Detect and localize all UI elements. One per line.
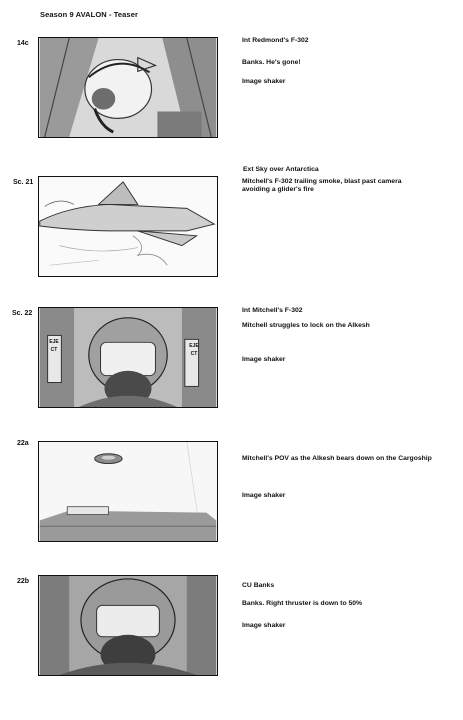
panel-1-sketch bbox=[39, 38, 217, 137]
panel-4-note-1: Mitchell's POV as the Alkesh bears down on the Cargoship bbox=[242, 455, 432, 462]
panel-2-note-2: Mitchell's F-302 trailing smoke, blast past camera avoiding a glider's fire bbox=[242, 178, 402, 193]
panel-5-frame bbox=[38, 575, 218, 676]
panel-1-notes bbox=[242, 37, 452, 86]
panel-1-note-3: Image shaker bbox=[242, 78, 286, 85]
panel-5-note-2: Banks. Right thruster is down to 50% bbox=[242, 600, 363, 607]
panel-2-note-1: Ext Sky over Antarctica bbox=[243, 166, 319, 173]
panel-5-note-1: CU Banks bbox=[242, 582, 275, 589]
panel-4-note-2: Image shaker bbox=[242, 492, 286, 499]
page-header: Season 9 AVALON - Teaser bbox=[40, 10, 138, 19]
panel-4-sketch bbox=[39, 442, 217, 541]
panel-3-note-1: Int Mitchell's F-302 bbox=[242, 307, 303, 314]
panel-1-scene-label: 14c bbox=[17, 40, 29, 47]
panel-5-notes bbox=[242, 582, 452, 630]
panel-2-sketch bbox=[39, 177, 217, 276]
panel-4-notes bbox=[242, 455, 452, 500]
panel-5-scene-label: 22b bbox=[17, 578, 30, 585]
panel-3-note-2: Mitchell struggles to lock on the Alkesh bbox=[242, 322, 370, 329]
panel-3-note-3: Image shaker bbox=[242, 356, 286, 363]
panel-3-notes bbox=[242, 307, 452, 364]
eject-label-left: EJECT bbox=[49, 339, 59, 353]
panel-3-frame bbox=[38, 307, 218, 408]
panel-3-scene-label: Sc. 22 bbox=[12, 310, 33, 317]
panel-1-frame bbox=[38, 37, 218, 138]
panel-5-note-3: Image shaker bbox=[242, 622, 286, 629]
panel-2-notes bbox=[242, 166, 452, 194]
panel-2-frame bbox=[38, 176, 218, 277]
panel-1-note-2: Banks. He's gone! bbox=[242, 59, 301, 66]
panel-5-sketch bbox=[39, 576, 217, 675]
panel-2-scene-label: Sc. 21 bbox=[13, 179, 34, 186]
eject-label-right: EJECT bbox=[189, 343, 199, 357]
panel-4-scene-label: 22a bbox=[17, 440, 29, 447]
panel-1-note-1: Int Redmond's F-302 bbox=[242, 37, 309, 44]
panel-4-frame bbox=[38, 441, 218, 542]
